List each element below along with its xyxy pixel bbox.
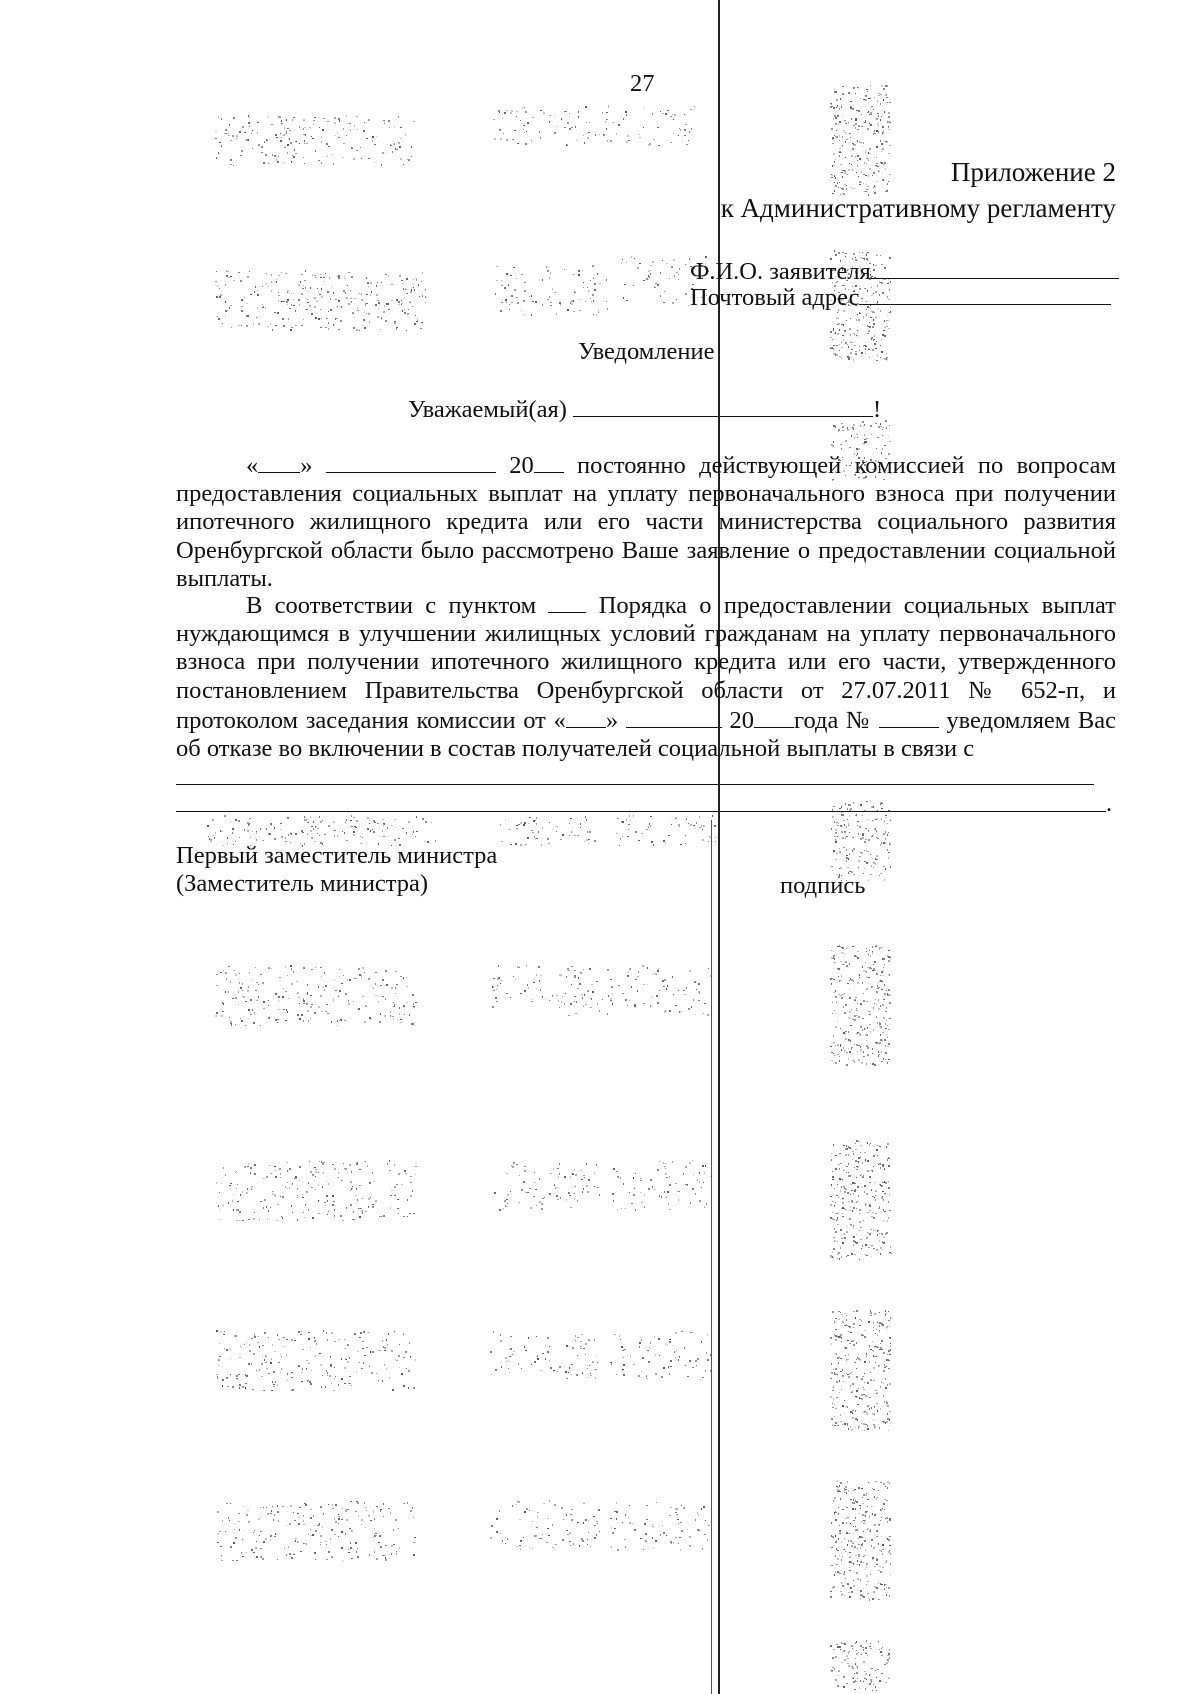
appendix-title: Приложение 2 <box>950 157 1116 187</box>
protocol-day-blank <box>566 705 606 728</box>
paragraph2-part3: уведомляем Вас об отказе во включении в состав получателей социальной выплаты в связи с <box>176 706 1117 763</box>
applicant-fio-label: Ф.И.О. заявителя <box>690 258 871 285</box>
paragraph2-part2: Порядка о предоставлении социальных выплат нуждающимся в улучшении жилищных условий гражданам на уплату первоначального взноса при получении ипотечного жилищного кредита или его части, утвержденного постановлением Правительства Оренбургской области от 27.07.2011 № 652-п, и протоколом заседания комиссии от <box>176 592 1116 734</box>
applicant-address-blank <box>859 282 1111 305</box>
paragraph-decision <box>176 450 1116 593</box>
page-number: 27 <box>630 70 655 97</box>
date-open-quote: « <box>246 452 259 479</box>
scan-fold-line-lower <box>711 820 712 1694</box>
greeting-line <box>408 394 881 424</box>
reason-line-2 <box>176 811 1106 812</box>
protocol-open-quote: « <box>553 706 566 734</box>
appendix-subtitle: к Административному регламенту <box>720 193 1116 223</box>
notice-title: Уведомление <box>578 338 715 365</box>
date-day-blank <box>258 450 300 473</box>
date-year-blank <box>534 450 564 473</box>
scan-fold-line <box>718 0 720 1694</box>
date-close-quote: » <box>300 452 313 479</box>
clause-number-blank <box>548 590 586 613</box>
signatory-title-alt: (Заместитель министра) <box>176 870 429 897</box>
applicant-fio-blank <box>871 256 1119 279</box>
protocol-year-suffix: года № <box>794 706 871 734</box>
protocol-year-prefix: 20 <box>729 706 754 734</box>
greeting-name-blank <box>573 394 873 417</box>
protocol-number-blank <box>879 705 939 728</box>
greeting-label: Уважаемый(ая) <box>408 396 567 423</box>
reason-period: . <box>1106 790 1113 817</box>
paragraph-refusal <box>176 590 1116 763</box>
paragraph1-text: постоянно действующей комиссией по вопросам предоставления социальных выплат на уплату первоначального взноса при получении ипотечного жилищного кредита или его части министерства социального развития Оренбургской области было рассмотрено Ваше заявление о предоставлении социальной выплаты. <box>176 452 1116 592</box>
applicant-address-label: Почтовый адрес <box>690 284 860 311</box>
date-year-prefix: 20 <box>509 452 534 479</box>
date-month-blank <box>326 450 496 473</box>
paragraph2-part1: В соответствии с пунктом <box>246 592 537 619</box>
protocol-month-blank <box>626 705 722 728</box>
protocol-close-quote: » <box>605 706 619 734</box>
reason-line-1 <box>176 784 1094 785</box>
signatory-title: Первый заместитель министра <box>176 842 498 869</box>
protocol-year-blank <box>754 705 794 728</box>
applicant-address-field <box>690 282 1111 312</box>
signature-label: подпись <box>780 872 866 899</box>
greeting-exclamation: ! <box>873 396 882 423</box>
